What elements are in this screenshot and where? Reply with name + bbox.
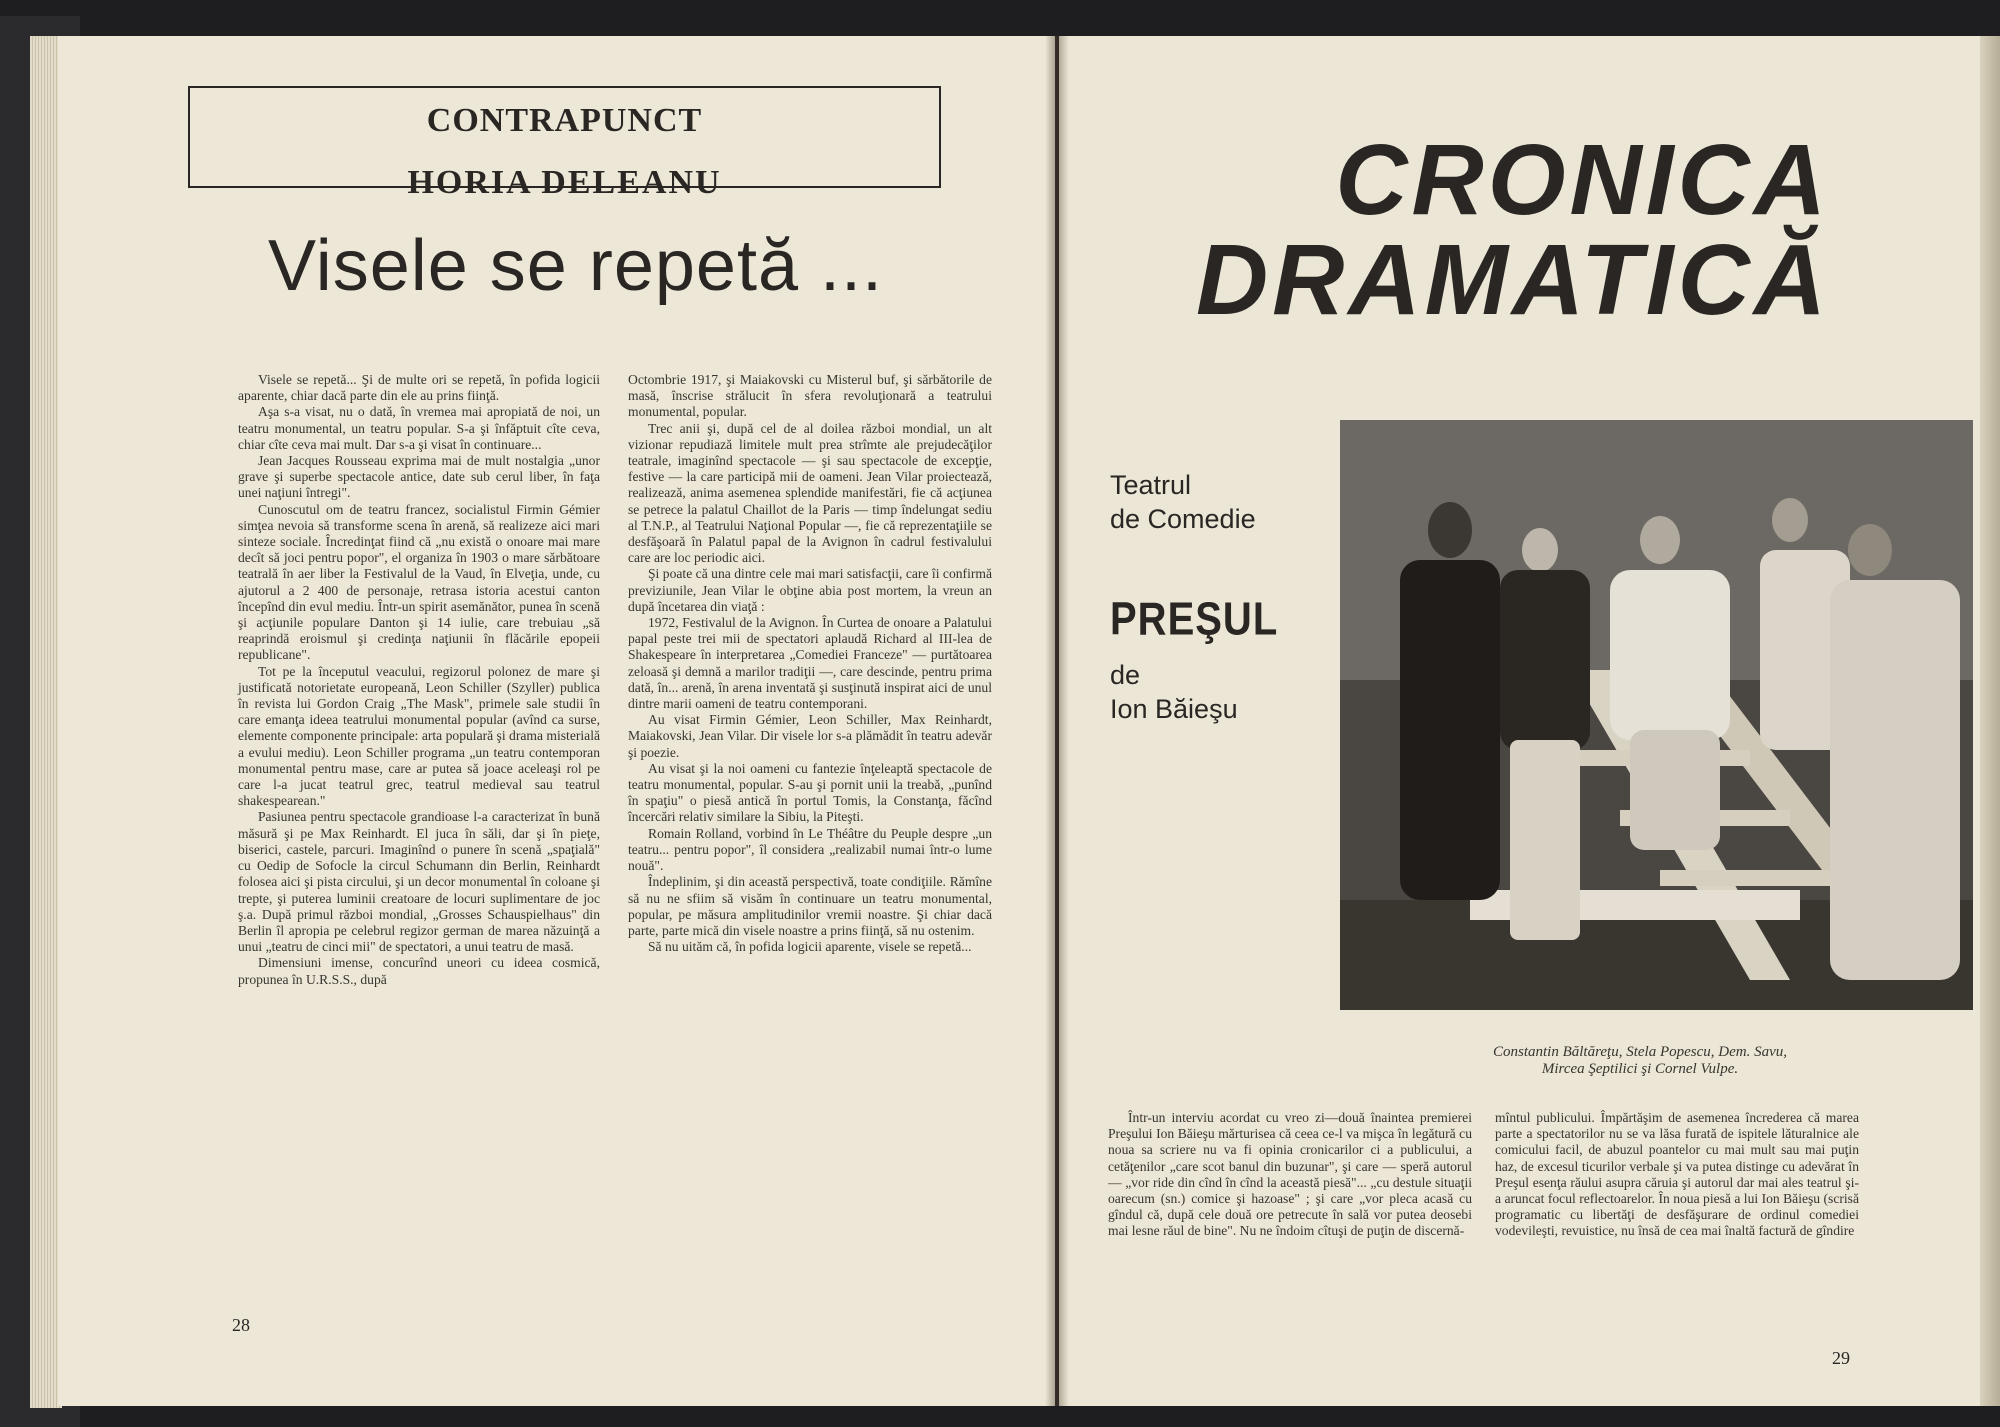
play-author-block <box>1110 658 1238 726</box>
paragraph: Aşa s-a visat, nu o dată, în vremea mai apropiată de noi, un teatru monumental, un teatru popular. S-a şi înfăptuit cîte ceva, chiar cîte ceva mai mult. Dar s-a şi visat în continuare... <box>238 404 600 452</box>
theatre-name <box>1110 468 1256 536</box>
column-author: HORIA DELEANU <box>397 164 731 202</box>
paragraph: Visele se repetă... Şi de multe ori se repetă, în pofida logicii aparente, chiar dacă parte din ele au prins fiinţă. <box>238 372 600 404</box>
section-title-line: DRAMATICĂ <box>1195 224 1830 336</box>
paragraph: Îndeplinim, şi din această perspectivă, toate condiţiile. Rămîne să nu ne sfiim să visăm în continuare un teatru monumental, popular, pe măsura amplitudinilor vremii noastre. Şi chiar dacă parte, parte mică din visele noastre a prins fiinţă, să nu ostenim. <box>628 874 992 938</box>
paragraph: mîntul publicului. Împărtăşim de asemenea încrederea că marea parte a spectatorilor nu se va lăsa furată de ispitele lăturalnice ale comicului facil, de abuzul poantelor cu mai mult sau mai puţin haz, de excesul ticurilor verbale şi va putea distinge cu adevărat în Preşul esenţa răului asupra căruia şi autorul dar mai ales teatrul şi-a aruncat focul reflectoarelor. În noua piesă a lui Ion Băieşu (scrisă programatic cu libertăţi de desfăşurare de ordinul comediei vodevileşti, revuistice, nu însă de cea mai înaltă factură de gîndire <box>1495 1110 1859 1239</box>
theatre-name-line: Teatrul <box>1110 470 1192 500</box>
book-gutter <box>1045 36 1069 1406</box>
column-header-box <box>188 86 941 201</box>
paragraph: Să nu uităm că, în pofida logicii aparente, visele se repetă... <box>648 939 972 955</box>
paragraph: Octombrie 1917, şi Maiakovski cu Misterul buf, şi sărbătorile de masă, înscrise strălucit în sfera revoluţionară a teatrului monumental, popular. <box>628 372 992 420</box>
play-title: PREŞUL <box>1110 594 1279 645</box>
play-by: de <box>1110 660 1141 690</box>
paragraph: Şi poate că una dintre cele mai mari satisfacţii, care îi confirmă previziunile, Jean Vilar le obţine abia post mortem, la vreun an după încetarea din viaţă : <box>628 566 992 614</box>
left-column-2 <box>628 372 992 955</box>
page-number-right: 29 <box>1832 1348 1850 1368</box>
photo-caption-line: Mircea Şeptilici şi Cornel Vulpe. <box>1541 1061 1739 1077</box>
right-column-1 <box>1108 1110 1472 1240</box>
paragraph: Tot pe la începutul veacului, regizorul polonez de mare şi justificată notorietate europeană, Leon Schiller (Szyller) publica în revista lui Gordon Craig „The Mask", primele sale studii în care emanţa ideea teatrului monumental popular (avînd ca surse, elemente componente principale: arta populară şi drama misterială a evului mediu). Leon Schiller programa „un teatru contemporan monumental pentru mase, care ar putea să joace aceleaşi rol pe care l-a jucat teatrul grec, teatrul medieval sau teatrul shakespearean." <box>238 663 600 809</box>
section-title <box>1190 124 1830 336</box>
right-column-2 <box>1495 1110 1859 1240</box>
paragraph: Pasiunea pentru spectacole grandioase l-a caracterizat în bună măsură şi pe Max Reinhardt. El juca în săli, dar şi în pieţe, biserici, castele, parcuri. Imaginînd o punere în scenă „spaţială" cu Oedip de Sofocle la circul Schumann din Berlin, Reinhardt folosea aici şi pista circului, şi un decor monumental în coloane şi trepte, şi puterea luminii creatoare de locuri suplimentare de joc ş.a. După primul război mondial, „Grosses Schauspielhaus" din Berlin îl apropia pe celebrul regizor german de marea năzuinţă a unui „teatru de cinci mii" de spectatori, a unui teatru de masă. <box>238 809 600 955</box>
paragraph: Într-un interviu acordat cu vreo zi—două înaintea premierei Preşului Ion Băieşu mărturisea că ceea ce-l va mişca în legătură cu noua sa scriere nu va fi opinia cronicarilor ci a publicului, a cetăţenilor „care scot banul din buzunar", şi care — speră autorul — „vor ride din cînd în cînd la această piesă"... „cu destule situaţii oarecum (sn.) comice şi hazoase" ; şi care „vor pleca acasă cu gîndul că, după cele două ore petrecute în sală vor putea deosebi mai lesne răul de bine". Nu ne îndoim cîtuşi de puţin de discernă- <box>1108 1110 1472 1239</box>
paragraph: Jean Jacques Rousseau exprima mai de mult nostalgia „unor grave şi superbe spectacole antice, date sub cerul liber, în faţa unei naţiuni întregi". <box>238 453 600 501</box>
page-number-left: 28 <box>232 1315 250 1335</box>
section-title-line: CRONICA <box>1335 124 1830 236</box>
paragraph: Trec anii şi, după cel de al doilea război mondial, un alt vizionar repudiază limitele mult prea strîmte ale prejudecăţilor teatrale, imaginînd spectacole — şi sau spectacole de excepţie, festive — la care participă mii de oameni. Jean Vilar proiectează, realizează, anima asemenea splendide manifestări, fie că acţiunea se petrece la palatul Chaillot de la Paris — timp îndelungat sediu al T.N.P., al Teatrului Naţional Popular —, fie că reprezentaţiile se desfăşoară în Palatul papal de la Avignon în cadrul festivalului care are loc periodic aici. <box>628 420 992 566</box>
paragraph: Au visat Firmin Gémier, Leon Schiller, Max Reinhardt, Maiakovski, Jean Vilar. Dir visele lor s-a plămădit în teatru adevăr şi poezie. <box>628 712 992 760</box>
photo-caption-line: Constantin Băltăreţu, Stela Popescu, Dem. Savu, <box>1493 1044 1787 1060</box>
production-photo-illustration <box>1340 420 1973 1010</box>
paragraph: Au visat şi la noi oameni cu fantezie înţeleaptă spectacole de teatru monumental, popular. S-au şi pornit unii la treabă, „punînd în spaţiu" o piesă antică în portul Tomis, la Constanţa, făcînd încercări relativ similare la Sibiu, la Piteşti. <box>628 760 992 825</box>
paragraph: Dimensiuni imense, concurînd uneori cu ideea cosmică, propunea în U.R.S.S., după <box>238 955 600 987</box>
column-series-title: CONTRAPUNCT <box>426 102 703 139</box>
production-photo <box>1340 420 1973 1010</box>
article-title: Visele se repetă ... <box>268 226 884 306</box>
paragraph: Cunoscutul om de teatru francez, socialistul Firmin Gémier simţea nevoia să transforme scena în arenă, să realizeze aici mari sinteze sociale. Încredinţat fiind că „nu există o onoare mai mare decît să joci pentru popor", el organiza în 1903 o mare sărbătoare teatrală în aer liber la Festivalul de la Vaud, în Elveţia, unde, cu ajutorul a 2 400 de personaje, retrasa istoria acestui canton începînd din evul mediu. Într-un spirit asemănător, punea în scenă şi acţiunile populare Danton şi 14 iulie, care trebuiau „să reaprindă eroismul şi credinţa naţiunii în flăcările epopeii republicane". <box>238 501 600 663</box>
left-column-1 <box>238 372 600 988</box>
photo-caption <box>1420 1044 1860 1078</box>
right-page-edge <box>1980 36 2000 1406</box>
paragraph: Romain Rolland, vorbind în Le Théâtre du Peuple despre „un teatru... pentru popor", îl considera „realizabil numai într-o lume nouă". <box>628 825 992 874</box>
paragraph: 1972, Festivalul de la Avignon. În Curtea de onoare a Palatului papal peste trei mii de spectatori aplaudă Richard al III-lea de Shakespeare în interpretarea „Comediei Franceze" — purtătoarea zeloasă şi demnă a marilor tradiţii —, care descinde, pentru prima dată, în... arenă, în arena inventată şi susţinută inspirat aici de unul dintre marii oameni de teatru contemporani. <box>628 615 992 712</box>
theatre-name-line: de Comedie <box>1110 504 1256 534</box>
play-author: Ion Băieşu <box>1110 694 1238 724</box>
